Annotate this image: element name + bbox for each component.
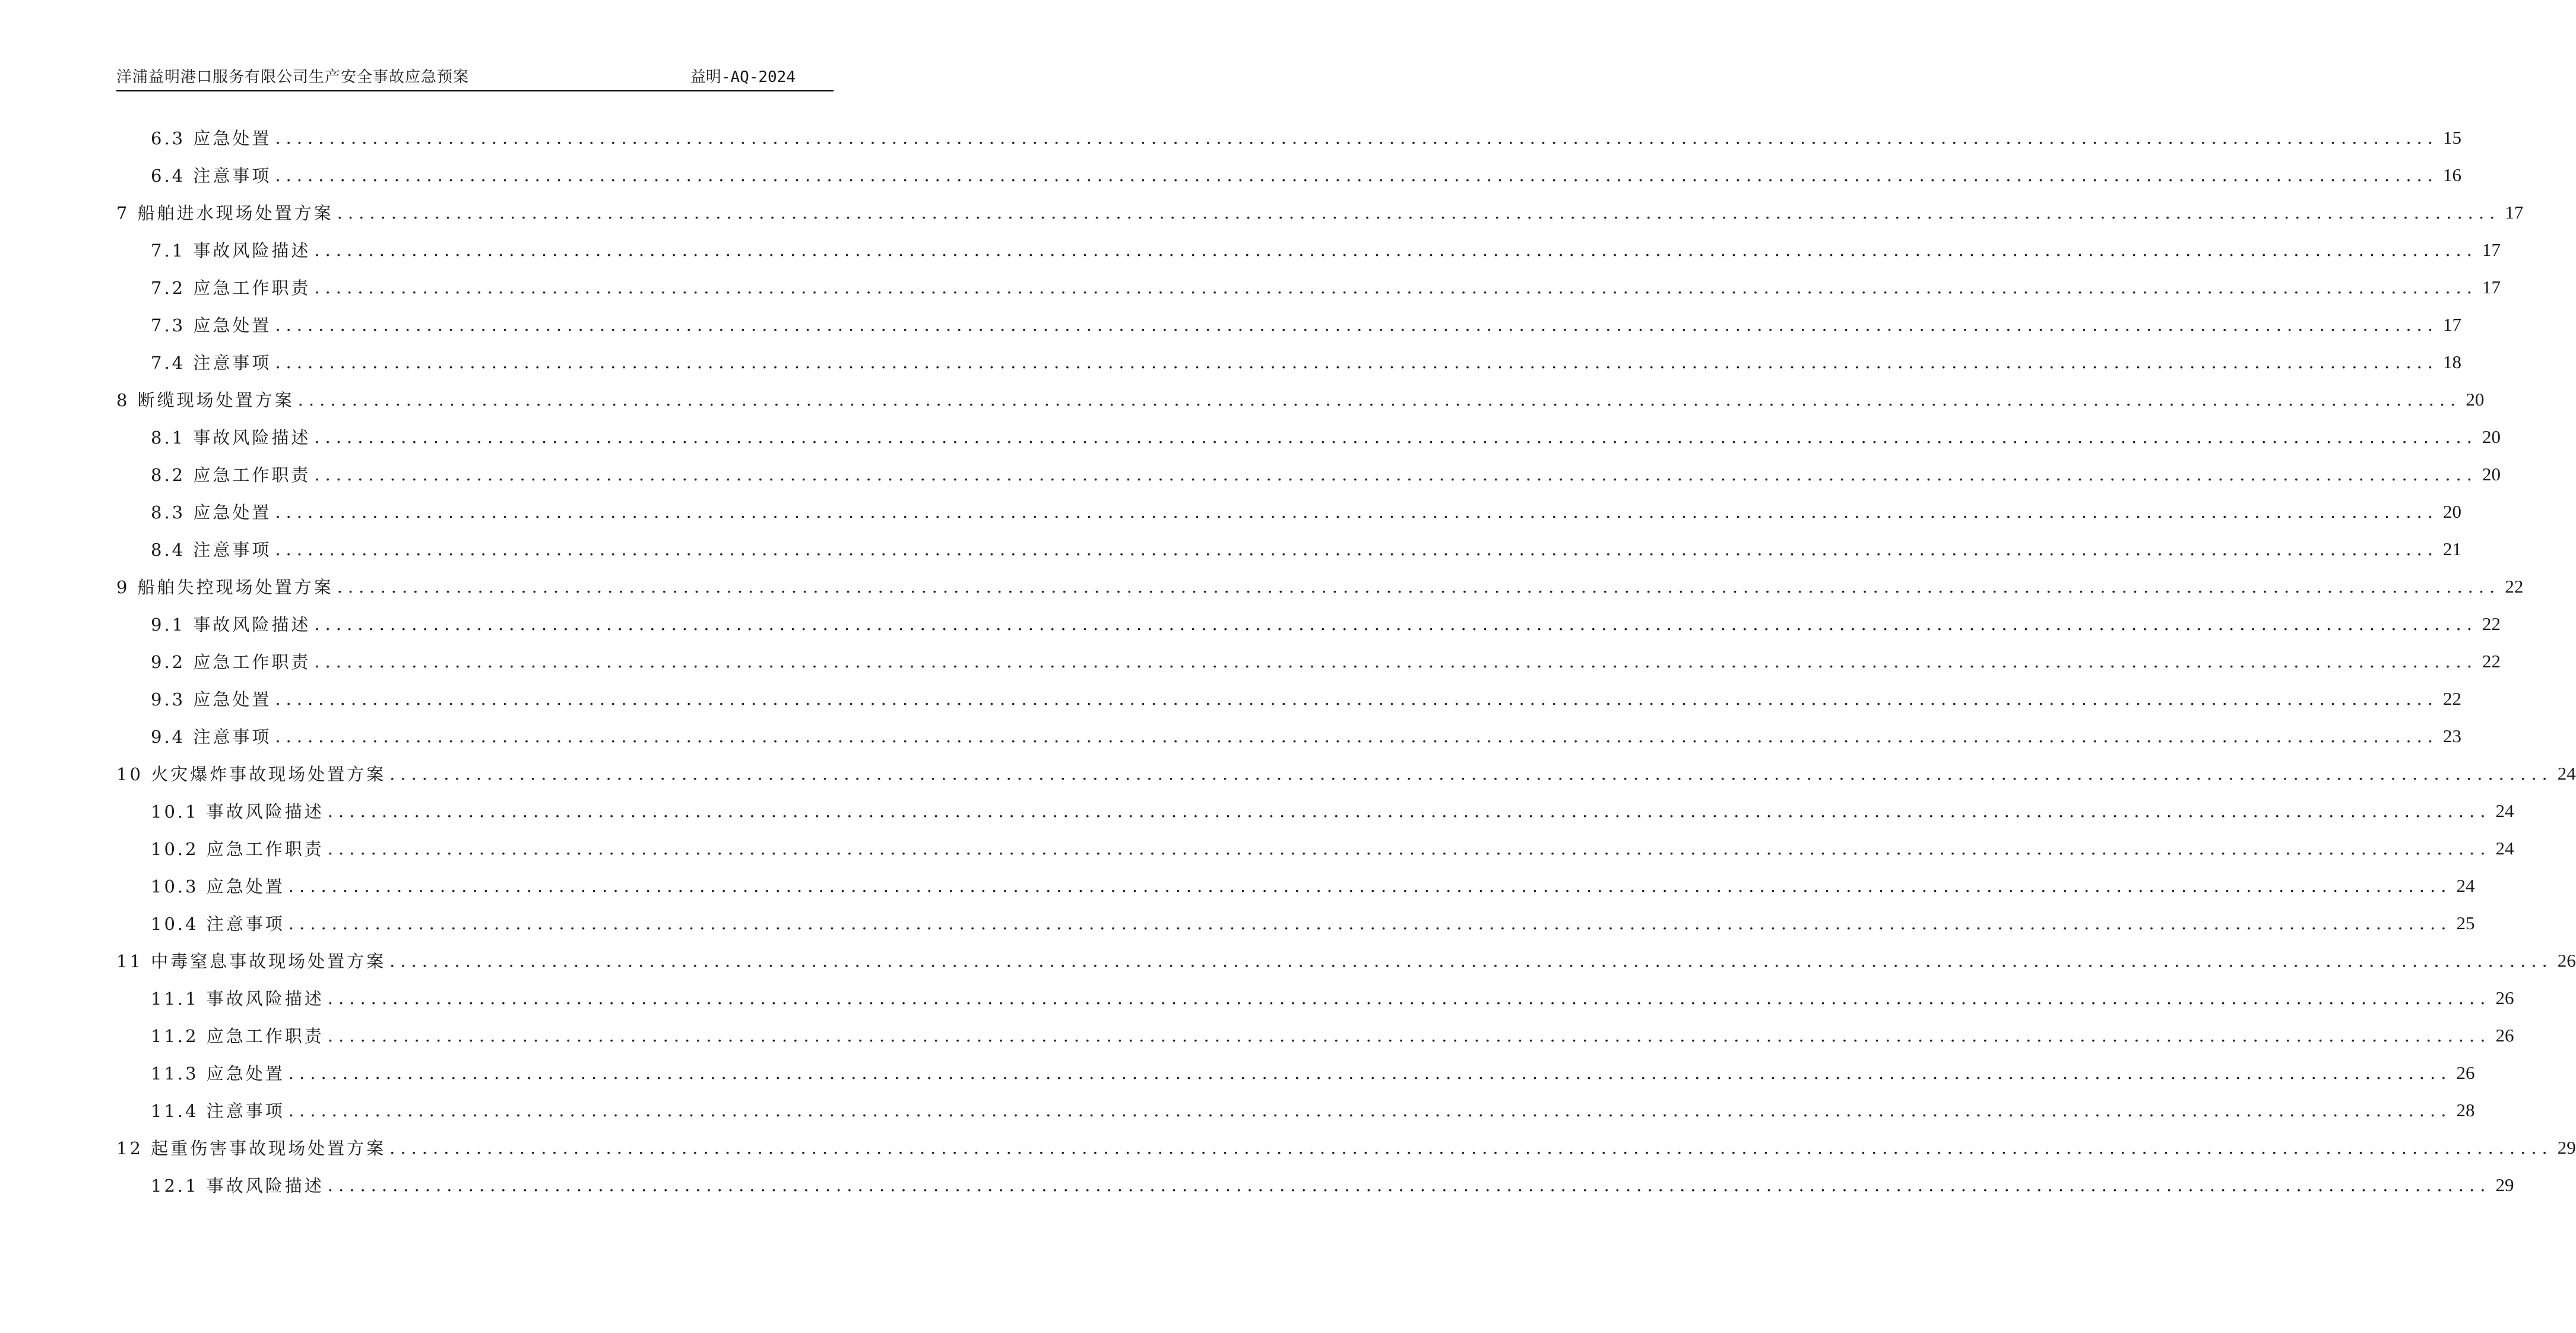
toc-dot-leader: ........................................................................................................................................................................................................: [314, 426, 2477, 447]
toc-entry[interactable]: [116, 268, 2501, 306]
toc-entry[interactable]: [116, 829, 2514, 867]
toc-entry-title: 10.2 应急工作职责: [151, 839, 324, 859]
toc-entry-title: 10.4 注意事项: [151, 914, 285, 934]
toc-entry-title: 10 火灾爆炸事故现场处置方案: [116, 764, 386, 784]
toc-entry-page-number: 17: [2482, 239, 2501, 260]
toc-entry[interactable]: [116, 306, 2461, 343]
toc-entry-title: 8 断缆现场处置方案: [116, 390, 294, 410]
toc-entry-page-number: 18: [2443, 351, 2461, 372]
toc-entry-title: 7 船舶进水现场处置方案: [116, 203, 334, 223]
page-header: [116, 67, 834, 91]
toc-entry-title: 7.4 注意事项: [151, 353, 272, 373]
toc-entry-title: 9 船舶失控现场处置方案: [116, 577, 334, 597]
toc-entry-page-number: 24: [2456, 875, 2475, 896]
toc-entry-title: 12 起重伤害事故现场处置方案: [116, 1138, 386, 1158]
toc-entry[interactable]: [116, 119, 2461, 156]
toc-entry[interactable]: [116, 1166, 2514, 1204]
toc-entry-title: 7.2 应急工作职责: [151, 278, 311, 298]
toc-entry[interactable]: [116, 156, 2461, 194]
toc-entry-page-number: 17: [2482, 276, 2501, 297]
toc-dot-leader: ........................................................................................................................................................................................................: [288, 913, 2452, 933]
toc-entry-title: 9.3 应急处置: [151, 689, 272, 710]
toc-dot-leader: ........................................................................................................................................................................................................: [275, 127, 2438, 148]
toc-dot-leader: ........................................................................................................................................................................................................: [314, 277, 2477, 297]
toc-entry-page-number: 22: [2482, 613, 2501, 634]
toc-dot-leader: ........................................................................................................................................................................................................: [314, 464, 2477, 485]
toc-entry-page-number: 26: [2456, 1062, 2475, 1083]
toc-dot-leader: ........................................................................................................................................................................................................: [327, 1174, 2491, 1195]
toc-dot-leader: ........................................................................................................................................................................................................: [389, 1137, 2553, 1158]
toc-entry-title: 11.1 事故风险描述: [151, 989, 324, 1009]
toc-entry[interactable]: [116, 942, 2576, 979]
toc-entry[interactable]: [116, 642, 2501, 680]
toc-entry-title: 11 中毒窒息事故现场处置方案: [116, 951, 386, 971]
toc-entry[interactable]: [116, 493, 2461, 530]
table-of-contents: [116, 119, 2576, 1204]
toc-entry-page-number: 16: [2443, 164, 2461, 185]
toc-entry[interactable]: [116, 194, 2524, 231]
toc-entry-page-number: 24: [2557, 762, 2576, 784]
toc-entry[interactable]: [116, 680, 2461, 717]
toc-entry[interactable]: [116, 1129, 2576, 1166]
toc-entry[interactable]: [116, 455, 2501, 493]
toc-entry[interactable]: [116, 231, 2501, 268]
toc-dot-leader: ........................................................................................................................................................................................................: [275, 164, 2438, 185]
toc-dot-leader: ........................................................................................................................................................................................................: [314, 239, 2477, 260]
toc-entry-page-number: 17: [2443, 314, 2461, 335]
toc-entry[interactable]: [116, 568, 2524, 605]
toc-entry[interactable]: [116, 904, 2475, 942]
toc-dot-leader: ........................................................................................................................................................................................................: [275, 501, 2438, 522]
document-title: 洋浦益明港口服务有限公司生产安全事故应急预案: [116, 68, 470, 86]
toc-entry-page-number: 15: [2443, 126, 2461, 148]
toc-dot-leader: ........................................................................................................................................................................................................: [314, 613, 2477, 634]
toc-dot-leader: ........................................................................................................................................................................................................: [337, 576, 2501, 597]
toc-entry-page-number: 29: [2495, 1174, 2514, 1195]
toc-entry-title: 10.3 应急处置: [151, 876, 285, 897]
toc-entry-title: 7.1 事故风险描述: [151, 240, 311, 261]
toc-entry-page-number: 24: [2495, 837, 2514, 859]
toc-entry[interactable]: [116, 792, 2514, 829]
toc-dot-leader: ........................................................................................................................................................................................................: [337, 202, 2501, 223]
toc-entry-title: 11.4 注意事项: [151, 1101, 285, 1121]
toc-entry-title: 9.2 应急工作职责: [151, 652, 311, 672]
toc-entry-page-number: 26: [2495, 987, 2514, 1008]
toc-entry-title: 7.3 应急处置: [151, 315, 272, 335]
toc-entry-title: 6.4 注意事项: [151, 166, 272, 186]
toc-entry-page-number: 22: [2482, 650, 2501, 672]
toc-entry-page-number: 22: [2443, 688, 2461, 709]
toc-entry[interactable]: [116, 418, 2501, 455]
toc-entry[interactable]: [116, 1017, 2514, 1054]
toc-entry-page-number: 20: [2466, 388, 2485, 410]
toc-entry-page-number: 20: [2443, 501, 2461, 522]
toc-entry-title: 8.4 注意事项: [151, 540, 272, 560]
toc-dot-leader: ........................................................................................................................................................................................................: [327, 800, 2491, 821]
toc-dot-leader: ........................................................................................................................................................................................................: [327, 838, 2491, 859]
toc-entry-page-number: 28: [2456, 1099, 2475, 1120]
toc-entry-page-number: 20: [2482, 426, 2501, 447]
toc-dot-leader: ........................................................................................................................................................................................................: [275, 688, 2438, 709]
toc-entry[interactable]: [116, 755, 2576, 792]
toc-entry-title: 8.2 应急工作职责: [151, 465, 311, 485]
toc-dot-leader: ........................................................................................................................................................................................................: [275, 726, 2438, 746]
toc-dot-leader: ........................................................................................................................................................................................................: [389, 763, 2553, 784]
toc-entry[interactable]: [116, 605, 2501, 642]
toc-entry-page-number: 24: [2495, 800, 2514, 821]
toc-entry-page-number: 22: [2505, 575, 2524, 597]
toc-entry[interactable]: [116, 1091, 2475, 1129]
toc-dot-leader: ........................................................................................................................................................................................................: [288, 1100, 2452, 1120]
toc-dot-leader: ........................................................................................................................................................................................................: [297, 389, 2461, 410]
toc-dot-leader: ........................................................................................................................................................................................................: [314, 651, 2477, 672]
toc-entry[interactable]: [116, 717, 2461, 755]
toc-dot-leader: ........................................................................................................................................................................................................: [275, 539, 2438, 559]
toc-entry-page-number: 26: [2557, 949, 2576, 971]
toc-entry-page-number: 21: [2443, 538, 2461, 559]
toc-entry-page-number: 26: [2495, 1024, 2514, 1046]
toc-entry[interactable]: [116, 979, 2514, 1017]
toc-dot-leader: ........................................................................................................................................................................................................: [327, 987, 2491, 1008]
document-code: 益明-AQ-2024: [690, 68, 796, 86]
toc-dot-leader: ........................................................................................................................................................................................................: [389, 950, 2553, 971]
toc-entry-page-number: 29: [2557, 1136, 2576, 1158]
toc-entry[interactable]: [116, 867, 2475, 904]
toc-entry[interactable]: [116, 530, 2461, 568]
toc-dot-leader: ........................................................................................................................................................................................................: [327, 1025, 2491, 1046]
toc-entry-page-number: 17: [2505, 201, 2524, 223]
toc-entry-title: 12.1 事故风险描述: [151, 1176, 324, 1196]
toc-entry-title: 9.1 事故风险描述: [151, 615, 311, 635]
toc-dot-leader: ........................................................................................................................................................................................................: [288, 1062, 2452, 1083]
toc-entry[interactable]: [116, 381, 2485, 418]
toc-entry-title: 10.1 事故风险描述: [151, 802, 324, 822]
toc-entry-title: 11.3 应急处置: [151, 1063, 285, 1084]
toc-entry[interactable]: [116, 343, 2461, 381]
toc-entry-title: 8.3 应急处置: [151, 502, 272, 523]
toc-dot-leader: ........................................................................................................................................................................................................: [275, 314, 2438, 335]
toc-dot-leader: ........................................................................................................................................................................................................: [275, 352, 2438, 372]
toc-dot-leader: ........................................................................................................................................................................................................: [288, 875, 2452, 896]
toc-entry-title: 6.3 应急处置: [151, 128, 272, 148]
toc-entry[interactable]: [116, 1054, 2475, 1091]
toc-entry-title: 9.4 注意事项: [151, 727, 272, 747]
toc-entry-title: 11.2 应急工作职责: [151, 1026, 324, 1046]
toc-entry-page-number: 25: [2456, 912, 2475, 933]
toc-entry-page-number: 20: [2482, 463, 2501, 485]
toc-entry-page-number: 23: [2443, 725, 2461, 746]
toc-entry-title: 8.1 事故风险描述: [151, 428, 311, 448]
